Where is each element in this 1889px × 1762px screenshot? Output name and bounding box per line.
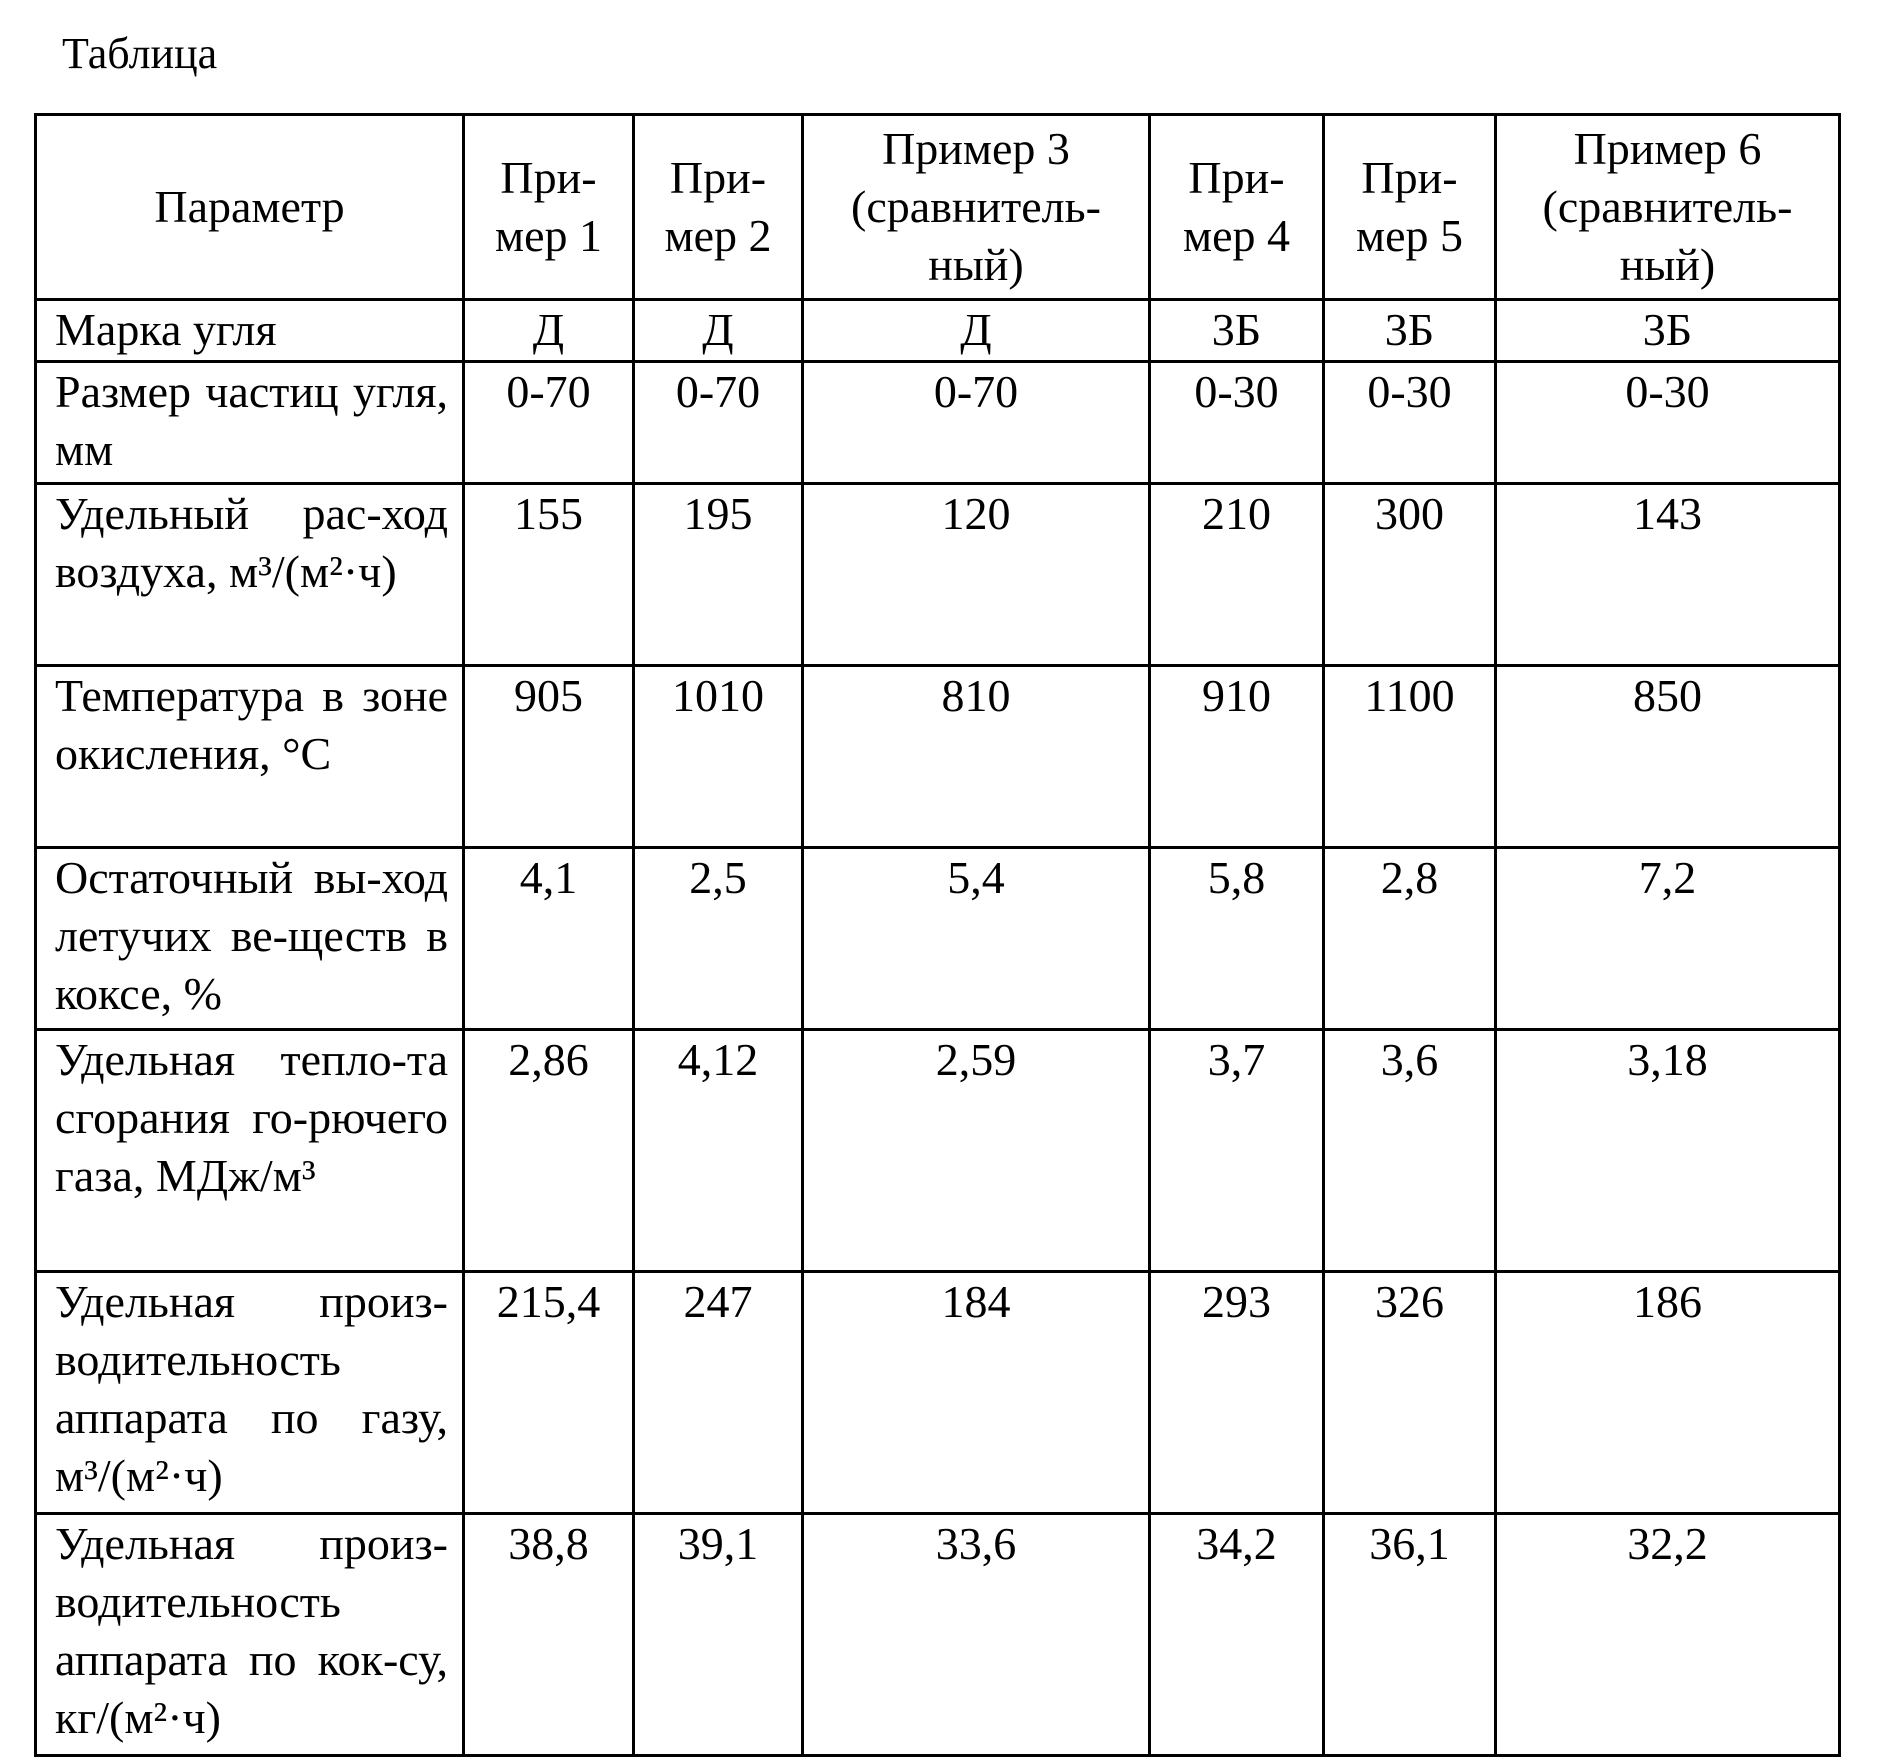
parameter-cell: Удельная произ-водительность аппарата по газу, м³/(м²·ч) [36,1272,464,1514]
parameter-cell: Удельный рас-ход воздуха, м³/(м²·ч) [36,484,464,666]
value-cell: 293 [1150,1272,1324,1514]
value-cell: 810 [803,666,1150,848]
parameter-cell: Удельная тепло-та сгорания го-рючего газа, МДж/м³ [36,1030,464,1272]
value-cell: 247 [634,1272,803,1514]
column-header: При-мер 2 [634,115,803,300]
column-header: При-мер 4 [1150,115,1324,300]
value-cell: 155 [464,484,634,666]
value-cell: Д [803,300,1150,362]
value-cell: 143 [1496,484,1840,666]
table-row [36,666,1840,848]
value-cell: 905 [464,666,634,848]
table-row [36,362,1840,484]
value-cell: 3Б [1324,300,1496,362]
table-caption: Таблица [62,29,218,78]
value-cell: 215,4 [464,1272,634,1514]
value-cell: 0-30 [1324,362,1496,484]
parameter-cell: Остаточный вы-ход летучих ве-ществ в коксе, % [36,848,464,1030]
value-cell: 2,5 [634,848,803,1030]
value-cell: 0-30 [1150,362,1324,484]
parameter-cell: Размер частиц угля, мм [36,362,464,484]
value-cell: 2,86 [464,1030,634,1272]
table-row [36,484,1840,666]
value-cell: Д [634,300,803,362]
value-cell: 120 [803,484,1150,666]
parameter-cell: Температура в зоне окисления, °С [36,666,464,848]
value-cell: 195 [634,484,803,666]
value-cell: 38,8 [464,1514,634,1756]
value-cell: 850 [1496,666,1840,848]
value-cell: 0-70 [634,362,803,484]
value-cell: 300 [1324,484,1496,666]
value-cell: 33,6 [803,1514,1150,1756]
value-cell: 3,6 [1324,1030,1496,1272]
value-cell: 910 [1150,666,1324,848]
value-cell: 5,8 [1150,848,1324,1030]
value-cell: Д [464,300,634,362]
value-cell: 326 [1324,1272,1496,1514]
value-cell: 4,12 [634,1030,803,1272]
value-cell: 0-70 [803,362,1150,484]
value-cell: 2,8 [1324,848,1496,1030]
column-header: Пример 6 (сравнитель-ный) [1496,115,1840,300]
value-cell: 5,4 [803,848,1150,1030]
value-cell: 1010 [634,666,803,848]
value-cell: 2,59 [803,1030,1150,1272]
header-row [36,115,1840,300]
parameter-cell: Марка угля [36,300,464,362]
value-cell: 186 [1496,1272,1840,1514]
value-cell: 210 [1150,484,1324,666]
column-header: При-мер 1 [464,115,634,300]
table-row [36,1030,1840,1272]
value-cell: 7,2 [1496,848,1840,1030]
value-cell: 32,2 [1496,1514,1840,1756]
value-cell: 34,2 [1150,1514,1324,1756]
value-cell: 184 [803,1272,1150,1514]
value-cell: 39,1 [634,1514,803,1756]
value-cell: 3,18 [1496,1030,1840,1272]
results-table [34,113,1841,1757]
value-cell: 4,1 [464,848,634,1030]
table-row [36,300,1840,362]
value-cell: 0-30 [1496,362,1840,484]
value-cell: 3,7 [1150,1030,1324,1272]
column-header: При-мер 5 [1324,115,1496,300]
value-cell: 0-70 [464,362,634,484]
value-cell: 3Б [1496,300,1840,362]
value-cell: 1100 [1324,666,1496,848]
table-row [36,848,1840,1030]
column-header: Пример 3 (сравнитель-ный) [803,115,1150,300]
column-header: Параметр [36,115,464,300]
value-cell: 3Б [1150,300,1324,362]
table-row [36,1514,1840,1756]
parameter-cell: Удельная произ-водительность аппарата по кок-су, кг/(м²·ч) [36,1514,464,1756]
value-cell: 36,1 [1324,1514,1496,1756]
table-row [36,1272,1840,1514]
